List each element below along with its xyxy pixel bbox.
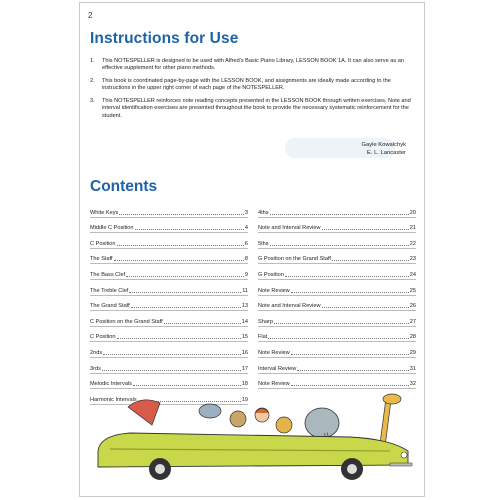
author-name: E. L. Lancaster — [367, 149, 406, 156]
contents-entry-title: 4ths — [258, 209, 269, 216]
instruction-item — [90, 98, 416, 119]
contents-entry-page: 15 — [241, 334, 248, 341]
dot-leader — [164, 323, 241, 324]
dot-leader — [117, 245, 244, 246]
contents-entry-title: C Position on the Grand Staff — [90, 318, 163, 325]
contents-entry-page: 8 — [244, 256, 248, 263]
contents-entry — [258, 202, 416, 218]
contents-entry-title: The Treble Clef — [90, 287, 129, 294]
dot-leader — [322, 307, 409, 308]
contents-entry-title: 2nds — [90, 349, 103, 356]
dot-leader — [332, 260, 409, 261]
contents-entry-page: 31 — [409, 365, 416, 372]
dot-leader — [114, 260, 244, 261]
instruction-number: 2. — [90, 78, 95, 85]
contents-entry-page: 11 — [242, 287, 248, 294]
contents-entry-title: Note and Interval Review — [258, 303, 321, 310]
dot-leader — [135, 229, 244, 230]
contents-entry — [90, 249, 248, 265]
dinosaur-head — [199, 404, 221, 418]
bear-head — [230, 411, 246, 427]
contents-entry-title: The Bass Clef — [90, 271, 126, 278]
page-number: 2 — [88, 11, 93, 20]
dot-leader — [103, 354, 241, 355]
elephant-head — [305, 408, 339, 438]
contents-entry-page: 22 — [409, 240, 416, 247]
contents-entry-page: 13 — [241, 303, 248, 310]
instruction-text: This book is coordinated page-by-page with the LESSON BOOK, and assignments are ideally made according to the instructions in the upper right corner of each page of the NOTESPELLER. — [102, 78, 391, 92]
contents-entry-title: The Grand Staff — [90, 303, 130, 310]
contents-entry — [90, 280, 248, 296]
dot-leader — [322, 229, 409, 230]
contents-entry — [258, 218, 416, 234]
book-page — [79, 2, 425, 497]
contents-entry-page: 29 — [409, 349, 416, 356]
dot-leader — [119, 214, 244, 215]
contents-entry-title: The Staff — [90, 256, 113, 263]
contents-entry-title: Flat — [258, 334, 268, 341]
contents-column-right — [258, 202, 416, 389]
contents-entry-title: Harmonic Intervals — [90, 396, 137, 403]
contents-entry — [258, 280, 416, 296]
rear-hub — [155, 464, 165, 474]
dot-leader — [131, 307, 241, 308]
dot-leader — [291, 292, 409, 293]
contents-entry-page: 19 — [241, 396, 248, 403]
contents-entry-page: 14 — [241, 318, 248, 325]
contents-entry — [90, 202, 248, 218]
contents-entry-title: Sharp — [258, 318, 273, 325]
contents-entry-title: Note Review — [258, 381, 290, 388]
dot-leader — [270, 214, 409, 215]
contents-entry-title: C Position — [90, 334, 116, 341]
contents-entry — [90, 327, 248, 343]
contents-entry — [258, 249, 416, 265]
contents-entry-title: Note and Interval Review — [258, 225, 321, 232]
contents-column-left — [90, 202, 248, 405]
front-hub — [347, 464, 357, 474]
contents-entry-page: 9 — [244, 271, 248, 278]
dot-leader — [274, 323, 409, 324]
contents-entry-title: Note Review — [258, 287, 290, 294]
contents-entry — [258, 233, 416, 249]
contents-entry — [258, 342, 416, 358]
contents-entry-title: 5ths — [258, 240, 269, 247]
contents-entry — [90, 264, 248, 280]
contents-entry-page: 3 — [244, 209, 248, 216]
contents-entry-title: G Position on the Grand Staff — [258, 256, 331, 263]
contents-entry-page: 21 — [409, 225, 416, 232]
contents-entry-page: 26 — [409, 303, 416, 310]
contents-entry-title: Note Review — [258, 349, 290, 356]
instruction-item — [90, 58, 416, 72]
instruction-number: 3. — [90, 98, 95, 105]
dot-leader — [285, 276, 409, 277]
contents-entry — [258, 327, 416, 343]
contents-entry-title: G Position — [258, 271, 284, 278]
contents-entry-page: 6 — [244, 240, 248, 247]
author-signature — [362, 142, 406, 157]
child-hair — [255, 409, 269, 414]
dot-leader — [268, 338, 408, 339]
contents-entry — [90, 218, 248, 234]
contents-entry-page: 32 — [409, 381, 416, 388]
contents-entry-title: C Position — [90, 240, 116, 247]
contents-entry-page: 17 — [241, 365, 248, 372]
contents-entry — [258, 311, 416, 327]
contents-entry — [90, 311, 248, 327]
contents-entry — [258, 264, 416, 280]
dot-leader — [102, 370, 241, 371]
contents-entry-page: 24 — [409, 271, 416, 278]
giraffe-head — [383, 394, 401, 404]
dot-leader — [129, 292, 241, 293]
contents-heading: Contents — [90, 178, 158, 195]
front-bumper — [390, 463, 412, 466]
dot-leader — [297, 370, 409, 371]
instruction-text: This NOTESPELLER is designed to be used with Alfred's Basic Piano Library, LESSON BOOK 1A. It can also serve as an effective supplement for other piano methods. — [102, 58, 404, 72]
instruction-text: This NOTESPELLER reinforces note reading concepts presented in the LESSON BOOK through written exercises. Note and interval identification exercises are presented throughout the book to provide the necessary systematic reinforcement for the student. — [102, 98, 411, 119]
contents-entry-title: 3rds — [90, 365, 101, 372]
dot-leader — [291, 354, 409, 355]
contents-entry-page: 23 — [409, 256, 416, 263]
dot-leader — [126, 276, 244, 277]
dot-leader — [117, 338, 241, 339]
contents-entry-page: 28 — [409, 334, 416, 341]
contents-entry-title: White Keys — [90, 209, 119, 216]
contents-entry-page: 20 — [409, 209, 416, 216]
contents-entry-title: Interval Review — [258, 365, 297, 372]
contents-entry-page: 4 — [244, 225, 248, 232]
contents-entry-title: Middle C Position — [90, 225, 134, 232]
contents-entry-page: 25 — [409, 287, 416, 294]
dot-leader — [270, 245, 409, 246]
red-fin — [128, 400, 160, 425]
headlight — [401, 452, 407, 458]
contents-entry — [90, 358, 248, 374]
instruction-item — [90, 78, 416, 92]
contents-entry — [90, 296, 248, 312]
contents-entry-page: 18 — [241, 381, 248, 388]
instructions-heading: Instructions for Use — [90, 30, 239, 47]
author-name: Gayle Kowalchyk — [361, 142, 406, 148]
instructions-list — [90, 58, 416, 126]
instruction-number: 1. — [90, 58, 95, 64]
contents-entry — [258, 296, 416, 312]
contents-entry — [90, 233, 248, 249]
car-illustration — [90, 385, 416, 485]
contents-entry-page: 16 — [241, 349, 248, 356]
lion-head — [276, 417, 292, 433]
contents-entry-page: 27 — [409, 318, 416, 325]
contents-entry — [258, 358, 416, 374]
contents-entry — [90, 342, 248, 358]
contents-entry-title: Melodic Intervals — [90, 381, 132, 388]
